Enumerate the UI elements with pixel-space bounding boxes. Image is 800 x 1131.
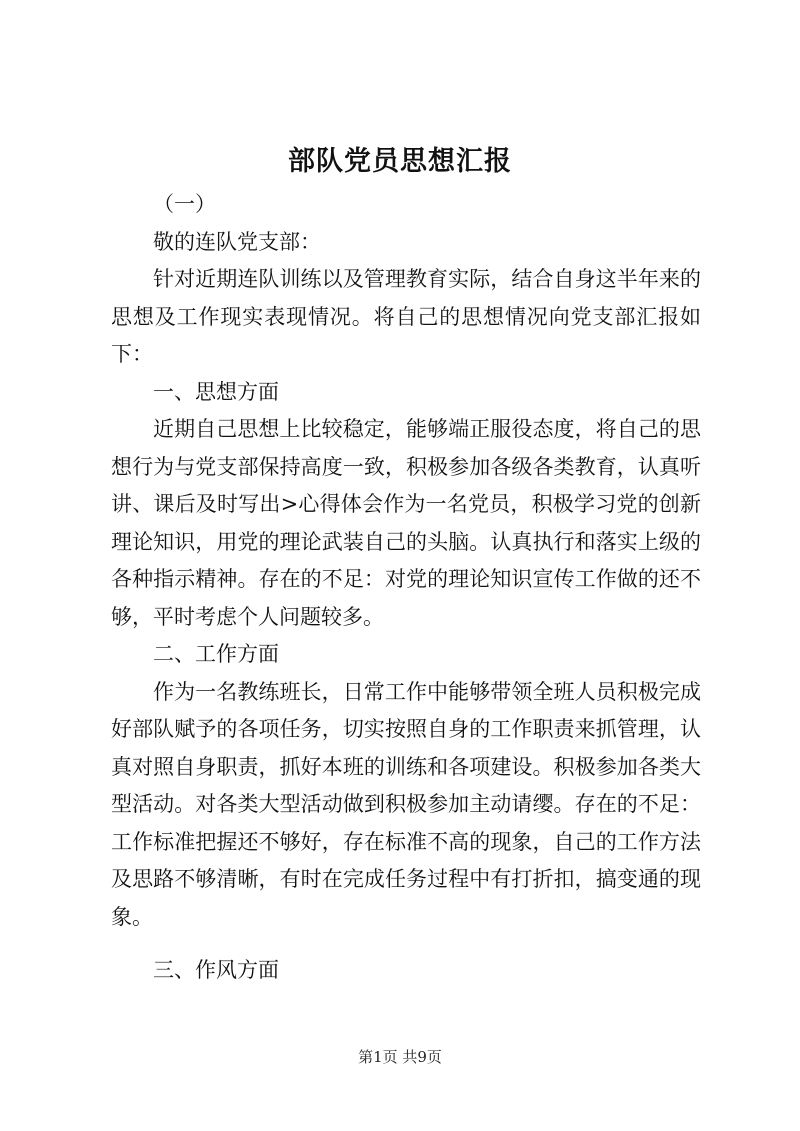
paragraph-thought: 近期自己思想上比较稳定，能够端正服役态度，将自己的思想行为与党支部保持高度一致，积极参加各级各类教育，认真听讲、课后及时写出>心得体会作为一名党员，积极学习党的创新理论知识，用党的理论武装自己的头脑。认真执行和落实上级的各种指示精神。存在的不足：对党的理论知识宣传工作做的还不够，平时考虑个人问题较多。	[111, 417, 701, 629]
paragraph-section-number: （一）	[153, 192, 216, 216]
paragraph-work: 作为一名教练班长，日常工作中能够带领全班人员积极完成好部队赋予的各项任务，切实按照自身的工作职责来抓管理，认真对照自身职责，抓好本班的训练和各项建设。积极参加各类大型活动。对各类大型活动做到积极参加主动请缨。存在的不足：工作标准把握还不够好，存在标准不高的现象，自己的工作方法及思路不够清晰，有时在完成任务过程中有打折扣，搞变通的现象。	[111, 679, 701, 929]
paragraph-intro: 针对近期连队训练以及管理教育实际，结合自身这半年来的思想及工作现实表现情况。将自己的思想情况向党支部汇报如下：	[111, 267, 701, 366]
heading-work: 二、工作方面	[153, 642, 279, 666]
heading-style: 三、作风方面	[153, 958, 279, 982]
heading-thought: 一、思想方面	[153, 379, 279, 404]
page-number-footer: 第1页 共9页	[358, 1048, 442, 1066]
document-body	[111, 186, 701, 990]
document-title: 部队党员思想汇报	[288, 146, 512, 177]
paragraph-salutation: 敬的连队党支部：	[153, 229, 321, 254]
